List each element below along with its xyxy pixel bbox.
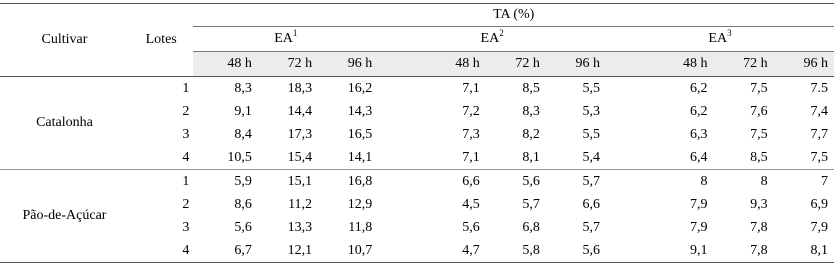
value-cell: 5,5: [582, 80, 601, 96]
ea2-sup: 2: [499, 28, 504, 38]
value-cell: 7,7: [810, 126, 828, 142]
value-cell: 7,3: [462, 126, 480, 142]
data-table: [0, 3, 834, 263]
value-cell: 9,3: [750, 196, 768, 212]
header-ta: TA (%): [193, 4, 834, 27]
value-cell: 16,2: [347, 80, 373, 96]
value-cell: 8,6: [234, 196, 252, 212]
lote-cell: 4: [129, 239, 193, 263]
value-cell: 10,7: [318, 239, 378, 263]
value-cell: 5,5: [582, 126, 601, 142]
lote-cell: 1: [182, 80, 190, 96]
value-cell: 14,3: [347, 103, 373, 119]
lote-cell: 3: [182, 219, 190, 235]
value-cell: 5,4: [546, 146, 606, 170]
time-header: 72 h: [713, 52, 773, 77]
value-cell: 18,3: [287, 80, 313, 96]
lote-cell: 2: [182, 196, 190, 212]
value-cell: 17,3: [287, 126, 313, 142]
value-cell: 5,9: [234, 173, 252, 189]
ea3-label: EA: [708, 31, 728, 46]
value-cell: 7,1: [378, 146, 485, 170]
value-cell: 6,9: [810, 196, 828, 212]
value-cell: 8,2: [522, 126, 540, 142]
value-cell: 7,9: [689, 196, 708, 212]
value-cell: 7.5: [810, 80, 828, 96]
value-cell: 7,9: [810, 219, 828, 235]
value-cell: 14,4: [287, 103, 313, 119]
value-cell: 8,1: [774, 239, 834, 263]
cultivar-name: Pão-de-Açúcar: [0, 170, 129, 263]
value-cell: 7,2: [462, 103, 480, 119]
lote-cell: 1: [182, 173, 190, 189]
value-cell: 5,8: [486, 239, 546, 263]
value-cell: 15,4: [258, 146, 318, 170]
value-cell: 7,1: [462, 80, 480, 96]
time-header: 96 h: [546, 52, 606, 77]
time-header: 48 h: [606, 52, 713, 77]
value-cell: 8,5: [522, 80, 540, 96]
header-cultivar: Cultivar: [0, 4, 129, 77]
value-cell: 16,8: [347, 173, 373, 189]
time-header: 72 h: [486, 52, 546, 77]
value-cell: 8,1: [486, 146, 546, 170]
value-cell: 6,2: [689, 103, 708, 119]
value-cell: 8,3: [522, 103, 540, 119]
value-cell: 10,5: [193, 146, 257, 170]
value-cell: 5,6: [462, 219, 480, 235]
value-cell: 7,5: [750, 126, 768, 142]
value-cell: 6,7: [193, 239, 257, 263]
value-cell: 8,4: [234, 126, 252, 142]
header-ea2: [378, 27, 606, 52]
value-cell: 11,2: [288, 196, 313, 212]
value-cell: 8,5: [713, 146, 773, 170]
value-cell: 9,1: [606, 239, 713, 263]
value-cell: 7: [821, 173, 828, 189]
time-header: 96 h: [318, 52, 378, 77]
value-cell: 6,3: [689, 126, 708, 142]
value-cell: 9,1: [234, 103, 252, 119]
time-header: 72 h: [258, 52, 318, 77]
time-header: 48 h: [193, 52, 257, 77]
header-ea3: [606, 27, 834, 52]
lote-cell: 3: [182, 126, 190, 142]
value-cell: 6,6: [582, 196, 601, 212]
value-cell: 5,7: [582, 219, 601, 235]
value-cell: 7,5: [750, 80, 768, 96]
header-lotes: Lotes: [129, 4, 193, 77]
value-cell: 12,9: [347, 196, 373, 212]
value-cell: 7,5: [774, 146, 834, 170]
time-header: 96 h: [774, 52, 834, 77]
value-cell: 15,1: [287, 173, 313, 189]
value-cell: 11,8: [348, 219, 373, 235]
value-cell: 7,4: [810, 103, 828, 119]
value-cell: 4,7: [378, 239, 485, 263]
value-cell: 5,7: [582, 173, 601, 189]
ea1-sup: 1: [292, 28, 298, 38]
value-cell: 7,8: [750, 219, 768, 235]
value-cell: 6,6: [462, 173, 480, 189]
header-ea1: [193, 27, 378, 52]
value-cell: 14,1: [318, 146, 378, 170]
value-cell: 8,3: [234, 80, 252, 96]
value-cell: 16,5: [347, 126, 373, 142]
time-header: 48 h: [378, 52, 485, 77]
value-cell: 12,1: [258, 239, 318, 263]
value-cell: 13,3: [287, 219, 313, 235]
value-cell: 7,8: [713, 239, 773, 263]
value-cell: 5,3: [582, 103, 601, 119]
lote-cell: 2: [182, 103, 190, 119]
value-cell: 8: [700, 173, 708, 189]
value-cell: 4,5: [462, 196, 480, 212]
value-cell: 5,6: [546, 239, 606, 263]
value-cell: 7,6: [750, 103, 768, 119]
ea3-sup: 3: [727, 28, 732, 38]
value-cell: 5,6: [522, 173, 540, 189]
ea2-label: EA: [480, 31, 500, 46]
value-cell: 6,8: [522, 219, 540, 235]
value-cell: 7,9: [689, 219, 708, 235]
value-cell: 6,2: [689, 80, 708, 96]
value-cell: 5,6: [234, 219, 252, 235]
value-cell: 8: [760, 173, 768, 189]
value-cell: 5,7: [522, 196, 540, 212]
cultivar-name: Catalonha: [0, 77, 129, 170]
lote-cell: 4: [129, 146, 193, 170]
ea1-label: EA: [274, 31, 293, 46]
value-cell: 6,4: [606, 146, 713, 170]
